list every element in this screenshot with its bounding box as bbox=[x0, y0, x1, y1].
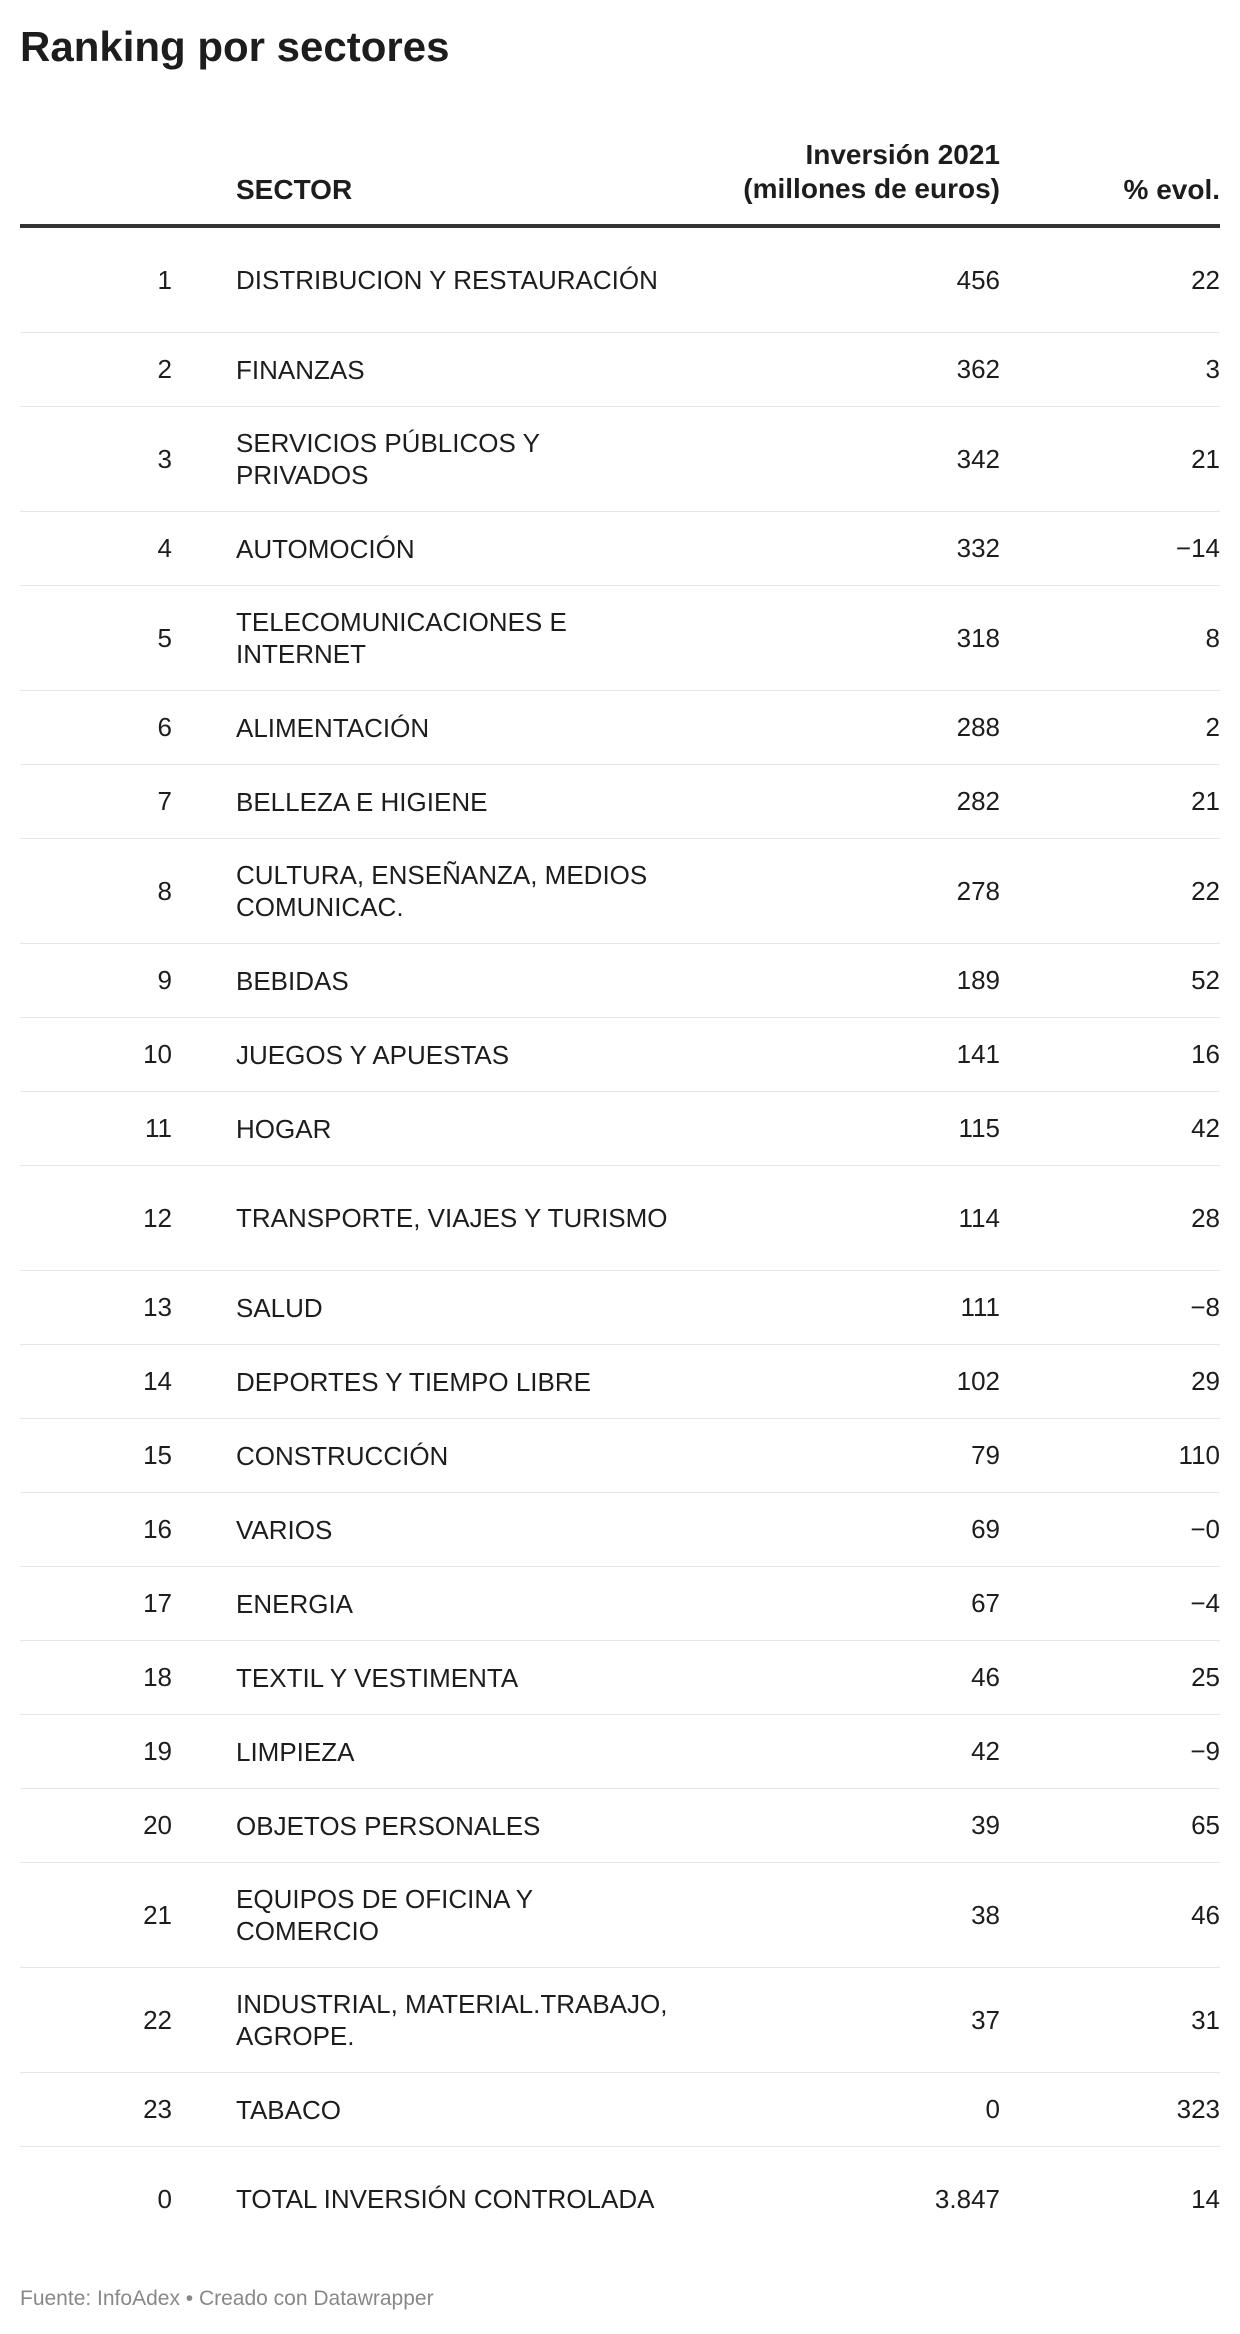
sector-cell: LIMPIEZA bbox=[236, 1736, 355, 1767]
sector-cell: SALUD bbox=[236, 1292, 323, 1323]
rank-cell: 13 bbox=[143, 1292, 172, 1322]
evolution-cell: 14 bbox=[1191, 2183, 1220, 2214]
header-investment-line1: Inversión 2021 bbox=[805, 139, 1000, 170]
rank-cell: 9 bbox=[157, 965, 172, 995]
sector-cell: HOGAR bbox=[236, 1113, 332, 1144]
investment-cell: 456 bbox=[956, 264, 1000, 295]
chart-title: Ranking por sectores bbox=[20, 23, 450, 70]
investment-cell: 342 bbox=[956, 443, 1000, 474]
rank-cell: 18 bbox=[143, 1662, 172, 1692]
rank-cell: 21 bbox=[143, 1899, 172, 1930]
rank-cell: 6 bbox=[157, 712, 172, 742]
evolution-cell: 8 bbox=[1205, 622, 1220, 653]
table-row bbox=[20, 765, 1220, 839]
rank-cell: 22 bbox=[143, 2004, 172, 2035]
table-row bbox=[20, 333, 1220, 407]
investment-cell: 46 bbox=[971, 1662, 1000, 1692]
investment-cell: 282 bbox=[956, 786, 1000, 816]
rank-cell: 17 bbox=[143, 1588, 172, 1618]
evolution-cell: 3 bbox=[1205, 354, 1220, 384]
sector-cell: TRANSPORTE, VIAJES Y TURISMO bbox=[236, 1203, 668, 1233]
table-chart bbox=[20, 0, 1220, 2311]
evolution-cell: −4 bbox=[1190, 1588, 1220, 1618]
investment-cell: 115 bbox=[958, 1113, 1000, 1143]
table-row bbox=[20, 1493, 1220, 1567]
rank-cell: 20 bbox=[143, 1810, 172, 1840]
rank-cell: 19 bbox=[143, 1736, 172, 1766]
evolution-cell: −14 bbox=[1175, 533, 1220, 563]
sector-cell: TOTAL INVERSIÓN CONTROLADA bbox=[236, 2184, 655, 2214]
investment-cell: 67 bbox=[971, 1588, 1000, 1618]
investment-cell: 111 bbox=[960, 1292, 1000, 1322]
evolution-cell: 22 bbox=[1191, 875, 1220, 906]
rank-cell: 8 bbox=[157, 875, 172, 906]
sector-cell: EQUIPOS DE OFICINA Y COMERCIO bbox=[236, 1884, 533, 1946]
investment-cell: 332 bbox=[956, 533, 1000, 563]
investment-cell: 189 bbox=[956, 965, 1000, 995]
investment-cell: 3.847 bbox=[934, 2183, 1000, 2214]
investment-cell: 0 bbox=[985, 2094, 1000, 2124]
investment-cell: 39 bbox=[971, 1810, 1000, 1840]
evolution-cell: 65 bbox=[1191, 1810, 1220, 1840]
table-row bbox=[20, 944, 1220, 1018]
investment-cell: 42 bbox=[971, 1736, 1000, 1766]
table-row bbox=[20, 2147, 1220, 2251]
sector-cell: TELECOMUNICACIONES E INTERNET bbox=[236, 607, 567, 669]
table-row bbox=[20, 407, 1220, 512]
table-row bbox=[20, 1345, 1220, 1419]
investment-cell: 38 bbox=[971, 1899, 1000, 1930]
evolution-cell: 29 bbox=[1191, 1366, 1220, 1396]
sector-cell: BEBIDAS bbox=[236, 965, 349, 996]
rank-cell: 11 bbox=[145, 1113, 172, 1143]
sector-cell: JUEGOS Y APUESTAS bbox=[236, 1039, 510, 1070]
rank-cell: 7 bbox=[157, 786, 172, 816]
evolution-cell: 110 bbox=[1178, 1440, 1220, 1470]
sector-cell: SERVICIOS PÚBLICOS Y PRIVADOS bbox=[236, 428, 540, 490]
investment-cell: 141 bbox=[956, 1039, 1000, 1069]
rank-cell: 4 bbox=[157, 533, 172, 563]
sector-cell: DISTRIBUCION Y RESTAURACIÓN bbox=[236, 265, 658, 295]
investment-cell: 362 bbox=[956, 354, 1000, 384]
table-row bbox=[20, 1715, 1220, 1789]
table-row bbox=[20, 228, 1220, 333]
evolution-cell: 52 bbox=[1191, 965, 1220, 995]
table-row bbox=[20, 1567, 1220, 1641]
evolution-cell: −0 bbox=[1190, 1514, 1220, 1544]
source-footer: Fuente: InfoAdex • Creado con Datawrapper bbox=[20, 2287, 434, 2310]
rank-cell: 12 bbox=[143, 1202, 172, 1233]
evolution-cell: 42 bbox=[1191, 1113, 1220, 1143]
table-row bbox=[20, 1166, 1220, 1271]
evolution-cell: 2 bbox=[1205, 712, 1220, 742]
table-header bbox=[20, 116, 1220, 228]
investment-cell: 79 bbox=[971, 1440, 1000, 1470]
sector-cell: BELLEZA E HIGIENE bbox=[236, 786, 488, 817]
table-row bbox=[20, 839, 1220, 944]
evolution-cell: 21 bbox=[1191, 443, 1220, 474]
investment-cell: 278 bbox=[956, 875, 1000, 906]
sector-cell: TEXTIL Y VESTIMENTA bbox=[236, 1662, 519, 1693]
investment-cell: 37 bbox=[971, 2004, 1000, 2035]
evolution-cell: 323 bbox=[1176, 2094, 1220, 2124]
table-row bbox=[20, 1419, 1220, 1493]
sector-cell: DEPORTES Y TIEMPO LIBRE bbox=[236, 1366, 591, 1397]
table-row bbox=[20, 1092, 1220, 1166]
investment-cell: 318 bbox=[956, 622, 1000, 653]
rank-cell: 3 bbox=[157, 443, 172, 474]
evolution-cell: −8 bbox=[1190, 1292, 1220, 1322]
investment-cell: 288 bbox=[956, 712, 1000, 742]
investment-cell: 114 bbox=[958, 1202, 1000, 1233]
evolution-cell: 16 bbox=[1191, 1039, 1220, 1069]
sector-cell: AUTOMOCIÓN bbox=[236, 533, 415, 564]
table-row bbox=[20, 2073, 1220, 2147]
header-investment-line2: (millones de euros) bbox=[743, 173, 1000, 204]
table-row bbox=[20, 1863, 1220, 1968]
sector-cell: CULTURA, ENSEÑANZA, MEDIOS COMUNICAC. bbox=[236, 860, 648, 922]
rank-cell: 23 bbox=[143, 2094, 172, 2124]
table-row bbox=[20, 1968, 1220, 2073]
evolution-cell: −9 bbox=[1190, 1736, 1220, 1766]
sector-cell: ENERGIA bbox=[236, 1588, 354, 1619]
header-evolution: % evol. bbox=[1123, 174, 1220, 205]
table-body bbox=[20, 228, 1220, 2251]
header-investment bbox=[743, 138, 1000, 206]
evolution-cell: 46 bbox=[1191, 1899, 1220, 1930]
table-row bbox=[20, 691, 1220, 765]
table-row bbox=[20, 1641, 1220, 1715]
sector-cell: OBJETOS PERSONALES bbox=[236, 1810, 541, 1841]
evolution-cell: 25 bbox=[1191, 1662, 1220, 1692]
header-sector: SECTOR bbox=[236, 174, 353, 205]
rank-cell: 5 bbox=[157, 622, 172, 653]
sector-cell: CONSTRUCCIÓN bbox=[236, 1440, 449, 1471]
rank-cell: 0 bbox=[157, 2183, 172, 2214]
rank-cell: 15 bbox=[143, 1440, 172, 1470]
rank-cell: 1 bbox=[157, 264, 172, 295]
table-row bbox=[20, 586, 1220, 691]
evolution-cell: 28 bbox=[1191, 1202, 1220, 1233]
sector-cell: FINANZAS bbox=[236, 354, 365, 385]
sector-cell: VARIOS bbox=[236, 1514, 333, 1545]
evolution-cell: 22 bbox=[1191, 264, 1220, 295]
investment-cell: 69 bbox=[971, 1514, 1000, 1544]
table-row bbox=[20, 1271, 1220, 1345]
table-row bbox=[20, 1789, 1220, 1863]
evolution-cell: 21 bbox=[1191, 786, 1220, 816]
rank-cell: 16 bbox=[143, 1514, 172, 1544]
rank-cell: 10 bbox=[143, 1039, 172, 1069]
investment-cell: 102 bbox=[956, 1366, 1000, 1396]
table-row bbox=[20, 512, 1220, 586]
sector-cell: TABACO bbox=[236, 2094, 341, 2125]
sector-cell: ALIMENTACIÓN bbox=[236, 712, 430, 743]
evolution-cell: 31 bbox=[1191, 2004, 1220, 2035]
rank-cell: 2 bbox=[157, 354, 172, 384]
rank-cell: 14 bbox=[143, 1366, 172, 1396]
sector-cell: INDUSTRIAL, MATERIAL.TRABAJO, AGROPE. bbox=[236, 1989, 668, 2051]
table-row bbox=[20, 1018, 1220, 1092]
